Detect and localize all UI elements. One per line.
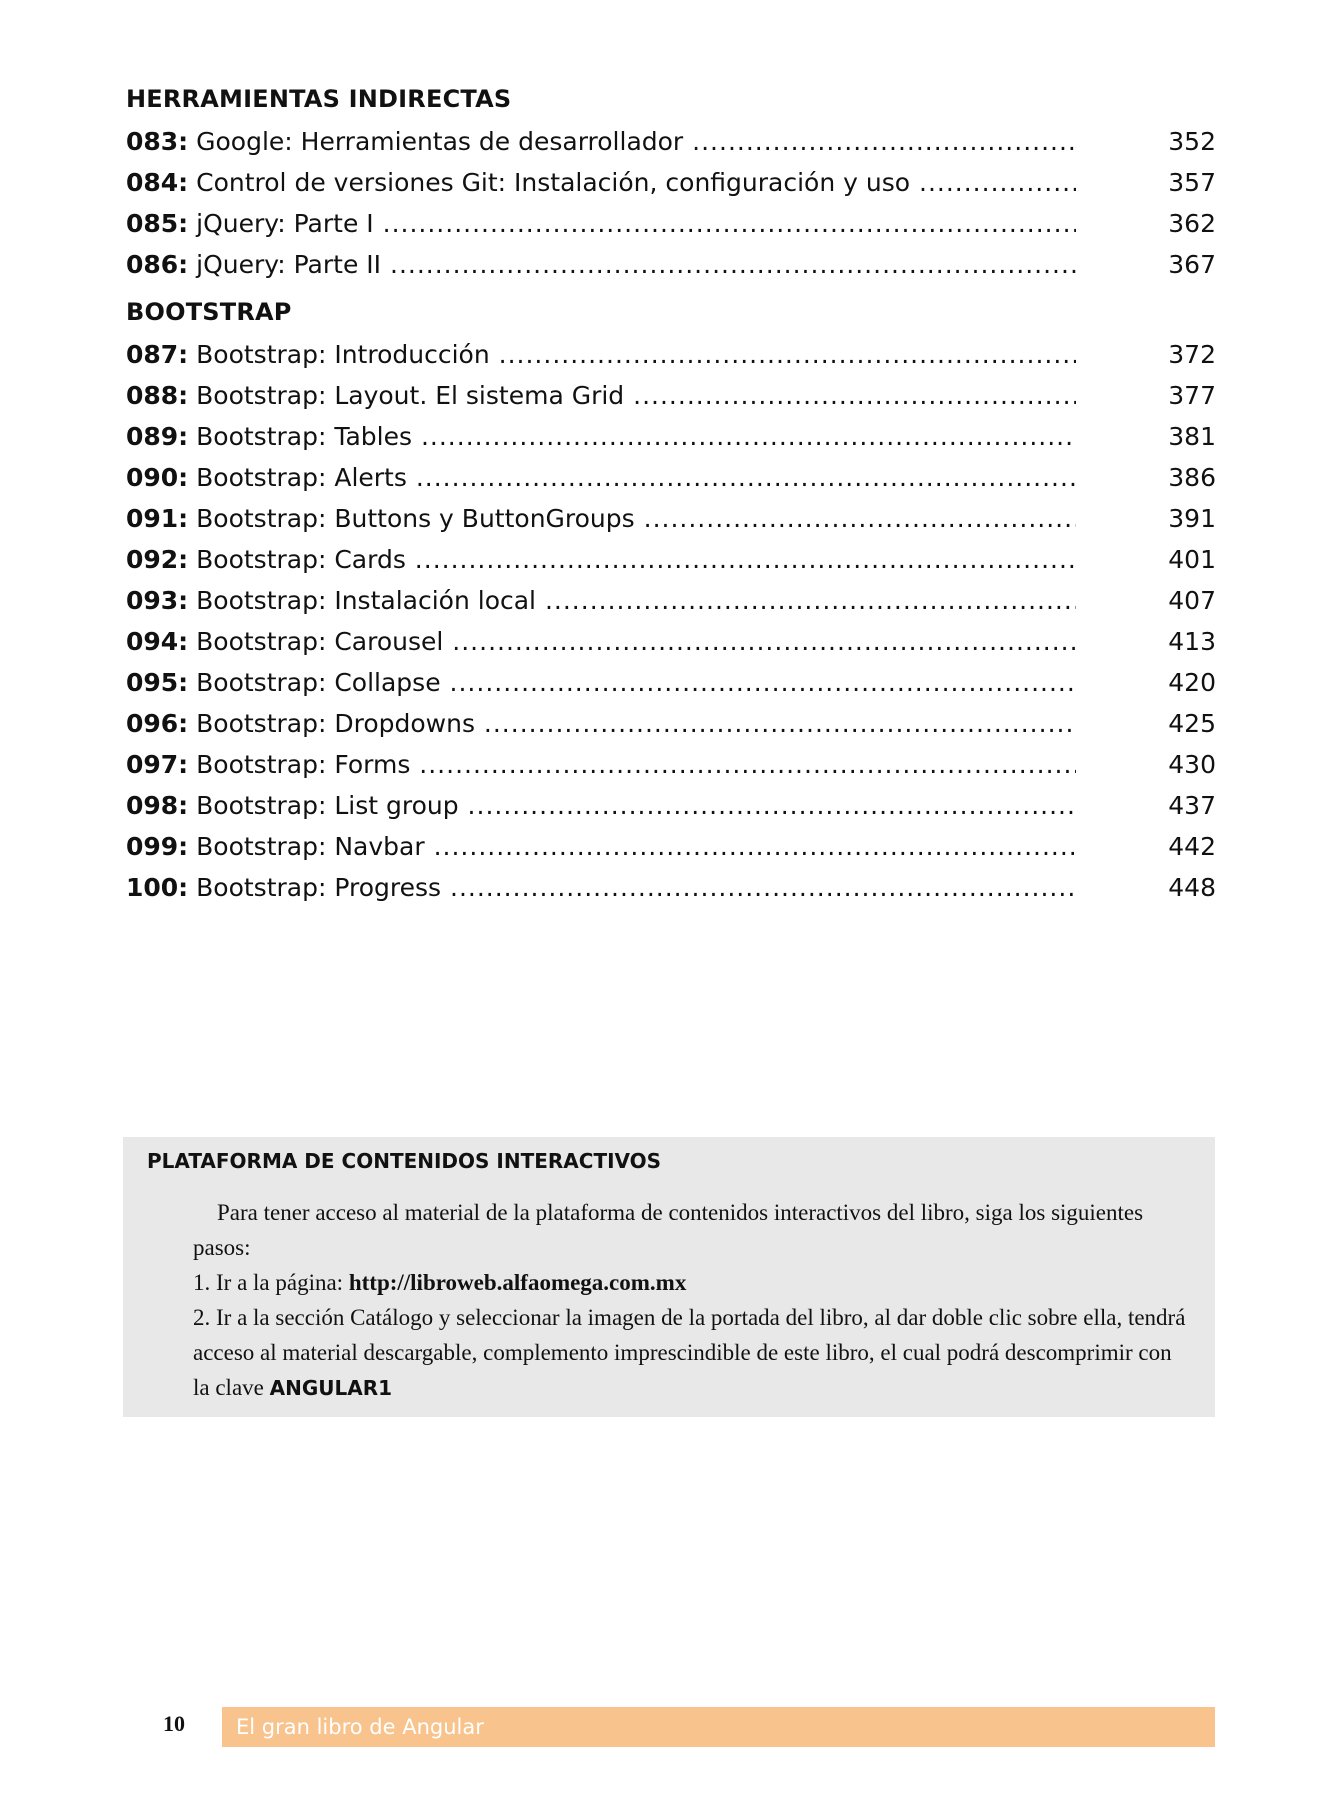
table-of-contents (126, 78, 1216, 908)
toc-entry[interactable] (126, 416, 1216, 457)
toc-entry[interactable] (126, 162, 1216, 203)
step-1-text: 1. Ir a la página: (193, 1270, 349, 1295)
entry-page: 430 (1168, 750, 1216, 779)
entry-title: Control de versiones Git: Instalación, configuración y uso (188, 168, 911, 197)
entry-page: 377 (1168, 381, 1216, 410)
entry-page: 401 (1168, 545, 1216, 574)
entry-page: 420 (1168, 668, 1216, 697)
toc-entry[interactable] (126, 539, 1216, 580)
entry-number: 083: (126, 127, 189, 156)
footer-bar (222, 1707, 1215, 1747)
entry-number: 096: (126, 709, 189, 738)
entry-title: Bootstrap: Progress (188, 873, 442, 902)
toc-entry[interactable] (126, 703, 1216, 744)
entry-title: Google: Herramientas de desarrollador (188, 127, 684, 156)
toc-entry[interactable] (126, 662, 1216, 703)
download-key: ANGULAR1 (269, 1376, 393, 1400)
entry-number: 094: (126, 627, 189, 656)
entry-number: 089: (126, 422, 189, 451)
section-herramientas-indirectas (126, 78, 1216, 285)
toc-entry[interactable] (126, 744, 1216, 785)
entry-page: 391 (1168, 504, 1216, 533)
entry-number: 085: (126, 209, 189, 238)
entry-title: Bootstrap: Forms (188, 750, 411, 779)
platform-box-body (193, 1195, 1193, 1406)
platform-box-title: PLATAFORMA DE CONTENIDOS INTERACTIVOS (147, 1149, 662, 1173)
toc-entry[interactable] (126, 785, 1216, 826)
entry-number: 093: (126, 586, 189, 615)
entry-title: Bootstrap: Instalación local (188, 586, 537, 615)
entry-number: 097: (126, 750, 189, 779)
section-bootstrap (126, 291, 1216, 908)
entry-number: 086: (126, 250, 189, 279)
entry-title: Bootstrap: Collapse (188, 668, 441, 697)
platform-info-box (123, 1137, 1215, 1417)
entry-page: 413 (1168, 627, 1216, 656)
platform-url-link[interactable]: http://libroweb.alfaomega.com.mx (348, 1270, 687, 1295)
toc-entry[interactable] (126, 121, 1216, 162)
entry-number: 098: (126, 791, 189, 820)
entry-title: Bootstrap: Navbar (188, 832, 425, 861)
entry-page: 381 (1168, 422, 1216, 451)
entry-title: Bootstrap: Dropdowns (188, 709, 475, 738)
step-2-text: 2. Ir a la sección Catálogo y seleccionar la imagen de la portada del libro, al dar doble clic sobre ella, tendrá acceso al material descargable, complemento imprescindible de este libro, el cual podrá descomprimir con la clave (193, 1305, 1186, 1400)
entry-title: Bootstrap: Alerts (188, 463, 407, 492)
entry-page: 362 (1168, 209, 1216, 238)
section-title: HERRAMIENTAS INDIRECTAS (126, 85, 512, 113)
entry-number: 091: (126, 504, 189, 533)
page-number: 10 (163, 1711, 185, 1736)
toc-entry[interactable] (126, 375, 1216, 416)
platform-step-2 (193, 1300, 1193, 1406)
entry-number: 090: (126, 463, 189, 492)
toc-entry[interactable] (126, 457, 1216, 498)
entry-title: jQuery: Parte I (188, 209, 374, 238)
entry-title: Bootstrap: Carousel (188, 627, 444, 656)
platform-step-1 (193, 1265, 1193, 1300)
entry-number: 088: (126, 381, 189, 410)
toc-entry[interactable] (126, 498, 1216, 539)
footer-book-title: El gran libro de Angular (236, 1715, 484, 1739)
toc-entry[interactable] (126, 244, 1216, 285)
entry-page: 367 (1168, 250, 1216, 279)
entry-title: Bootstrap: Tables (188, 422, 413, 451)
entry-page: 357 (1168, 168, 1216, 197)
entry-page: 442 (1168, 832, 1216, 861)
toc-entry[interactable] (126, 867, 1216, 908)
entry-page: 386 (1168, 463, 1216, 492)
entry-page: 407 (1168, 586, 1216, 615)
entry-title: Bootstrap: List group (188, 791, 459, 820)
entry-number: 092: (126, 545, 189, 574)
entry-title: Bootstrap: Buttons y ButtonGroups (188, 504, 635, 533)
entry-page: 448 (1168, 873, 1216, 902)
toc-entry[interactable] (126, 826, 1216, 867)
toc-entry[interactable] (126, 334, 1216, 375)
entry-number: 095: (126, 668, 189, 697)
entry-title: Bootstrap: Layout. El sistema Grid (188, 381, 625, 410)
entry-page: 352 (1168, 127, 1216, 156)
toc-entry[interactable] (126, 203, 1216, 244)
entry-number: 087: (126, 340, 189, 369)
entry-page: 372 (1168, 340, 1216, 369)
platform-intro: Para tener acceso al material de la plataforma de contenidos interactivos del libro, siga los siguientes pasos: (193, 1200, 1144, 1260)
toc-entry[interactable] (126, 621, 1216, 662)
entry-number: 084: (126, 168, 189, 197)
toc-entry[interactable] (126, 580, 1216, 621)
entry-page: 437 (1168, 791, 1216, 820)
entry-title: Bootstrap: Cards (188, 545, 406, 574)
entry-number: 099: (126, 832, 189, 861)
section-title: BOOTSTRAP (126, 298, 292, 326)
entry-number: 100: (126, 873, 189, 902)
entry-title: jQuery: Parte II (188, 250, 382, 279)
entry-title: Bootstrap: Introducción (188, 340, 490, 369)
entry-page: 425 (1168, 709, 1216, 738)
